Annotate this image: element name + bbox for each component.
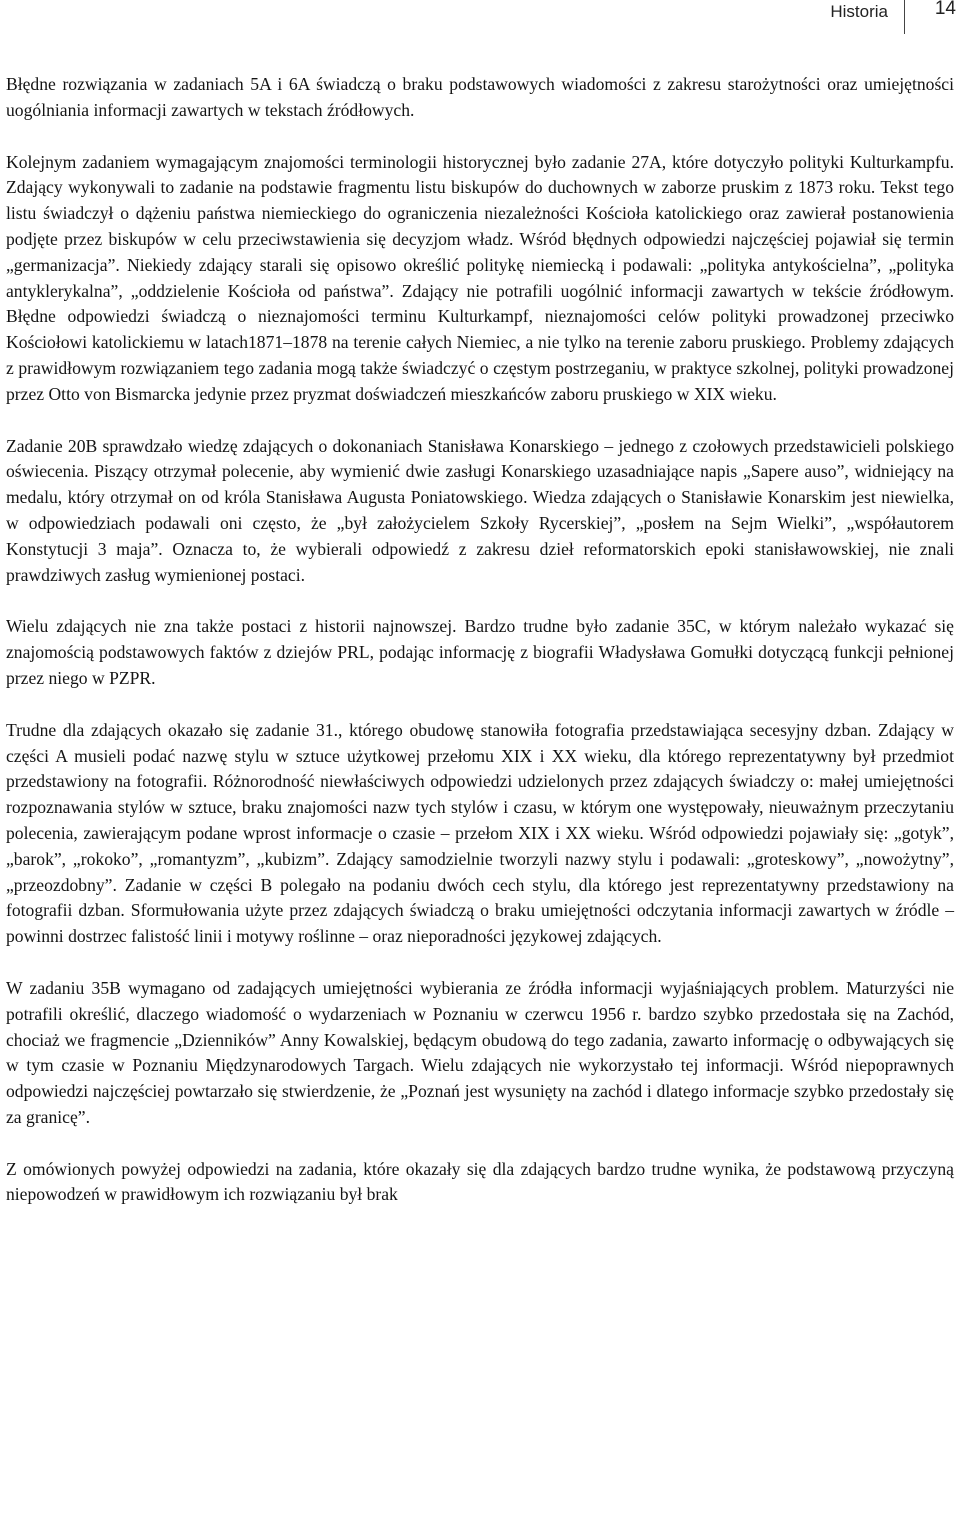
paragraph-ancient-history: Błędne rozwiązania w zadaniach 5A i 6A świadczą o braku podstawowych wiadomości z zakresu starożytności oraz umiejętności uogólniania informacji zawartych w tekstach źródłowych. [6,74,954,120]
paragraph-conclusion: Z omówionych powyżej odpowiedzi na zadania, które okazały się dla zdających bardzo trudne wynika, że podstawową przyczyną niepowodzeń w prawidłowym ich rozwiązaniu był brak [6,1158,954,1205]
header-divider [904,0,905,34]
document-body [6,72,954,1208]
page-header [0,0,960,40]
paragraph-konarski: Zadanie 20B sprawdzało wiedzę zdających o dokonaniach Stanisława Konarskiego – jednego z czołowych przedstawicieli polskiego oświecenia. Piszący otrzymał polecenie, aby wymienić dwie zasługi Konarskiego uzasadniające napis „Sapere auso”, widniejący na medalu, który otrzymał on od króla Stanisława Augusta Poniatowskiego. Wiedza zdających o Stanisławie Konarskim jest niewielka, w odpowiedziach podawali oni często, że „był założycielem Szkoły Rycerskiej”, „posłem na Sejm Wielki”, „współautorem Konstytucji 3 maja”. Oznacza to, że wybierali odpowiedź z zakresu dzieł reformatorskich epoki stanisławowskiej, nie znali prawdziwych zasług wymienionej postaci. [6,435,954,585]
running-header-section: Historia [830,2,888,21]
paragraph-gomulka: Wielu zdających nie zna także postaci z historii najnowszej. Bardzo trudne było zadanie 35C, w którym należało wykazać się znajomością podstawowych faktów z dziejów PRL, podając informację z biografii Władysława Gomułki dotyczącą funkcji pełnionej przez niego w PZPR. [6,616,954,688]
paragraph-poznan-1956: W zadaniu 35B wymagano od zadających umiejętności wybierania ze źródła informacji wyjaśniających problem. Maturzyści nie potrafili określić, dlaczego wiadomość o wydarzeniach w Poznaniu w czerwcu 1956 r. bardzo szybko przedostała się na Zachód, chociaż we fragmencie „Dzienników” Anny Kowalskiej, będącym obudową do tego zadania, zawarto informację o odbywających się w tym czasie w Poznaniu Międzynarodowych Targach. Wielu zdających nie wykorzystało tej informacji. Wśród niepoprawnych odpowiedzi najczęściej powtarzało się stwierdzenie, że „Poznań jest wysunięty na zachód i dlatego informacje szybko przedostały się za granicę”. [6,977,954,1127]
paragraph-kulturkampf: Kolejnym zadaniem wymagającym znajomości terminologii historycznej było zadanie 27A, które dotyczyło polityki Kulturkampfu. Zdający wykonywali to zadanie na podstawie fragmentu listu biskupów do duchownych w zaborze pruskim z 1873 roku. Tekst tego listu świadczył o dążeniu państwa niemieckiego do ograniczenia niezależności Kościoła katolickiego oraz zawierał postanowienia podjęte przez biskupów w celu przeciwstawienia się decyzjom władz. Wśród błędnych odpowiedzi najczęściej pojawiał się termin „germanizacja”. Niekiedy zdający starali się opisowo określić politykę niemiecką i podawali: „polityka antykościelna”, „polityka antyklerykalna”, „oddzielenie Kościoła od państwa”. Zdający nie potrafili uogólnić informacji zawartych w tekście źródłowym. Błędne odpowiedzi świadczą o nieznajomości terminu Kulturkampf, nieznajomości celów polityki prowadzonej przeciwko Kościołowi katolickiemu w latach1871–1878 na terenie całych Niemiec, a nie tylko na terenie zaboru pruskiego. Problemy zdających z prawidłowym rozwiązaniem tego zadania mogą także świadczyć o częstym postrzeganiu, w praktyce szkolnej, polityki prowadzonej przez Otto von Bismarcka jedynie przez pryzmat doświadczeń mieszkańców zaboru pruskiego w XIX wieku. [6,151,954,404]
page-number: 14 [934,0,956,19]
paragraph-secession: Trudne dla zdających okazało się zadanie 31., którego obudowę stanowiła fotografia przedstawiająca secesyjny dzban. Zdający w części A musieli podać nazwę stylu w sztuce użytkowej przełomu XIX i XX wieku, dla którego reprezentatywny był przedmiot przedstawiony na fotografii. Różnorodność niewłaściwych odpowiedzi udzielonych przez zdających świadczy o: małej umiejętności rozpoznawania stylów w sztuce, braku znajomości nazw tych stylów i czasu, w którym one występowały, nieuważnym przeczytaniu polecenia, zawierającym podane wprost informacje o czasie – przełom XIX i XX wieku. Wśród odpowiedzi pojawiały się: „gotyk”, „barok”, „rokoko”, „romantyzm”, „kubizm”. Zdający samodzielnie tworzyli nazwy stylu i podawali: „groteskowy”, „nowożytny”, „przeozdobny”. Zadanie w części B polegało na podaniu dwóch cech stylu, dla którego jest reprezentatywny przedstawiony na fotografii dzban. Sformułowania użyte przez zdających świadczą o braku umiejętności odczytania informacji zawartych w źródle – powinni dostrzec falistość linii i motywy roślinne – oraz nieporadności językowej zdających. [6,719,954,947]
